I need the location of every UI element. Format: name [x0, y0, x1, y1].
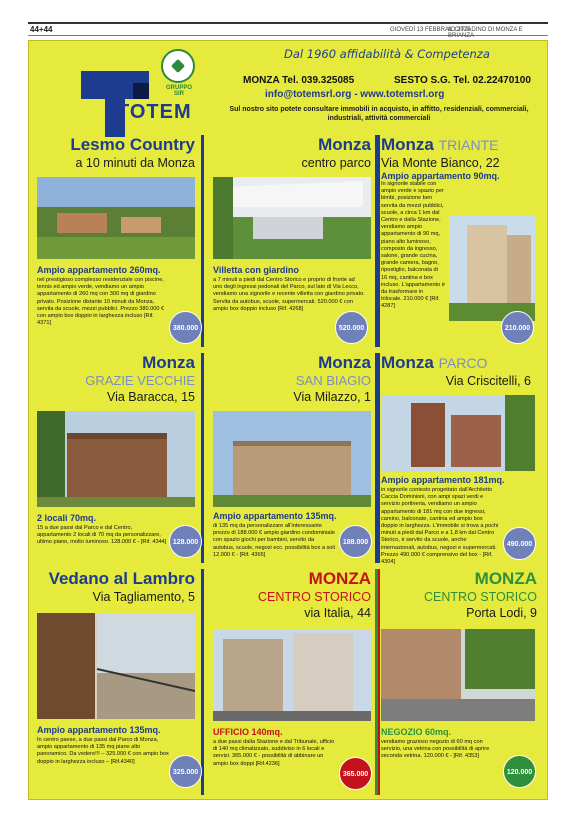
listing-heading: NEGOZIO 60mq. [381, 727, 452, 737]
listing-heading: Ampio appartamento 90mq. [381, 171, 500, 181]
soccer-ball-icon [161, 49, 195, 83]
listing-title: MONZA [308, 569, 371, 588]
listing-description: In signorile stabile con ampio verde e spazio per bimbi, posizione ben servita da mezzi pubblici, scuole, a circa 1 km dal Centro e dalla Stazione, vendiamo ampio appartamento di 90 mq, piano alto luminoso, composto da ingresso, salone, grande cucina, grande camera, bagno, ripostiglio, balconata di 16 mq, cantina e box incluso. L'appartamento è da trasformare in trilocale. 210.000 € [Rif. 4287] [381, 181, 445, 310]
logo-name: TOTEM [117, 101, 192, 123]
tagline: Dal 1960 affidabilità & Competenza [284, 47, 490, 61]
listing-area: CENTRO STORICO [258, 590, 371, 604]
real-estate-ad [28, 40, 548, 800]
listing-heading: Ampio appartamento 135mq. [213, 511, 337, 521]
listing-photo [213, 629, 371, 721]
listing-photo [37, 613, 195, 719]
page-number: 44+44 [30, 25, 53, 34]
listing-card [213, 569, 375, 795]
contact-links[interactable]: info@totemsrl.org - www.totemsrl.org [265, 89, 445, 100]
listing-subtitle: centro parco [301, 156, 371, 170]
site-note: Sul nostro sito potete consultare immobili in acquisto, in affitto, residenziali, commerciali, industriali, attività commerciali [229, 106, 529, 122]
phone-sesto: SESTO S.G. Tel. 02.22470100 [394, 75, 531, 86]
listing-area: CENTRO STORICO [424, 590, 537, 604]
listing-heading: Ampio appartamento 260mq. [37, 265, 161, 275]
listing-description: a due passi dalla Stazione e dal Tribunale, ufficio di 140 mq climatizzato, suddiviso in 6 locali e servizi. 365.000 € - possibilità di abbinare un ampio box doppi [Rif.4236] [213, 739, 335, 767]
listing-card [375, 353, 541, 566]
phone-monza: MONZA Tel. 039.325085 [243, 75, 355, 86]
listing-description: In centro paese, a due passi dal Parco di Monza, ampio appartamento di 135 mq piano alto panoramico. Da vedere!!! – 325.000 € con ampio box doppio in larghezza incluso – [Rif.4340] [37, 737, 169, 765]
listing-title: Monza [318, 353, 371, 372]
price-badge: 325.000 [169, 755, 202, 788]
listing-description: a 7 minuti a piedi dal Centro Storico e proprio di fronte ad uno degli ingressi pedonali del Parco, sul lato di Via Lecco, vendiamo una signorile e recente villetta con giardino privato. Servita da autobus, scuole, supermercati. 520.000 € con ampio box doppio incluso [Rif. 4268] [213, 277, 365, 312]
listing-heading: Ampio appartamento 135mq. [37, 725, 161, 735]
listing-photo [449, 215, 535, 321]
price-badge: 365.000 [339, 757, 372, 790]
listing-subtitle: Via Monte Bianco, 22 [381, 156, 500, 170]
listing-subtitle: via Italia, 44 [304, 606, 371, 620]
listing-subtitle: Porta Lodi, 9 [466, 606, 537, 620]
listing-photo [213, 177, 371, 259]
listing-card [213, 353, 375, 563]
totem-logo-accent [133, 83, 149, 99]
price-badge: 210.000 [501, 311, 534, 344]
listing-area: PARCO [438, 355, 488, 371]
listing-title: Monza [318, 135, 371, 154]
listing-area: GRAZIE VECCHIE [85, 373, 195, 388]
listing-description: in signorile contesto progettato dall'Architetto Caccia Dominioni, con ampi spazi verdi e servizio portineria, vendiamo un ampio appartamento di 181 mq con due ingressi, camino, balconate, cantina ed ampio box doppio in larghezza. L'immobile si trova a pochi minuti a piedi dal Parco e a 1,8 km dal Centro Storico, è servito da scuole, anche internazionali, autobus, negozi e supermercati. Prezzo 490.000 € comprensivo del box - [Rif. 4304] [381, 487, 499, 566]
newspaper-header [28, 22, 548, 39]
listing-area: SAN BIAGIO [295, 373, 371, 388]
listing-photo [381, 629, 535, 721]
listing-card [37, 135, 199, 347]
price-badge: 380.000 [169, 311, 202, 344]
listing-description: vendiamo grazioso negozio di 60 mq con servizio, una vetrina con possibilità di aprire seconda vetrina. 120.000 € - [Rif. 4353] [381, 739, 490, 760]
listing-subtitle: Via Criscitelli, 6 [445, 374, 531, 388]
listing-heading: Ampio appartamento 181mq. [381, 475, 505, 485]
listing-title: Monza [142, 353, 195, 372]
listing-title: Vedano al Lambro [48, 569, 195, 588]
price-badge: 188.000 [339, 525, 372, 558]
group-label: GRUPPO SIR [165, 85, 192, 97]
listing-photo [37, 411, 195, 507]
price-badge: 120.000 [503, 755, 536, 788]
listing-photo [381, 395, 535, 471]
publication-name: IL CITTADINO DI MONZA E BRIANZA [448, 27, 523, 39]
issue-date: GIOVEDÌ 13 FEBBRAIO 2020 [390, 27, 471, 33]
listing-description: nel prestigioso complesso residenziale con piscine, tennis ed ampio verde, vendiamo un ampio appartamento di 260 mq con 300 mq di giardino privato. Posizione distante 10 minuti da Monza, servita da scuole, mezzi pubblici. Prezzo 380.000 € con ampio box doppio in larghezza incluso [Rif. 4371] [37, 277, 165, 327]
price-badge: 490.000 [503, 527, 536, 560]
listing-subtitle: Via Tagliamento, 5 [92, 590, 195, 604]
listing-description: di 135 mq da personalizzare all'interessante prezzo di 188.000 € ampio giardino condominiale con spazio giochi per bambini, servito da autobus, scuole, negozi ecc. possibilità box a soli 12.000 € - [Rif. 4365] [213, 523, 335, 558]
listing-title: Monza [381, 353, 434, 372]
price-badge: 128.000 [169, 525, 202, 558]
listing-description: 15 a due passi dal Parco e dal Centro, appartamento 2 locali di 70 mq da personalizzare, ultimo piano, molto luminoso. 128.000 € - [Rif. 4344] [37, 525, 167, 546]
listing-heading: UFFICIO 140mq. [213, 727, 283, 737]
listing-card [375, 569, 541, 795]
listing-photo [213, 411, 371, 507]
listing-card [37, 569, 199, 795]
listing-card [37, 353, 199, 563]
ad-header [29, 41, 549, 131]
listing-title: MONZA [474, 569, 537, 588]
listing-photo [37, 177, 195, 259]
listing-heading: 2 locali 70mq. [37, 513, 97, 523]
price-badge: 520.000 [335, 311, 368, 344]
listing-subtitle: Via Milazzo, 1 [293, 390, 371, 404]
listing-subtitle: a 10 minuti da Monza [75, 156, 195, 170]
listing-heading: Villetta con giardino [213, 265, 299, 275]
listing-title: Lesmo Country [70, 135, 195, 154]
listing-subtitle: Via Baracca, 15 [106, 390, 195, 404]
listing-card [213, 135, 375, 347]
listing-area: TRIANTE [438, 137, 499, 153]
listing-card [375, 135, 541, 347]
listing-title: Monza [381, 135, 434, 154]
